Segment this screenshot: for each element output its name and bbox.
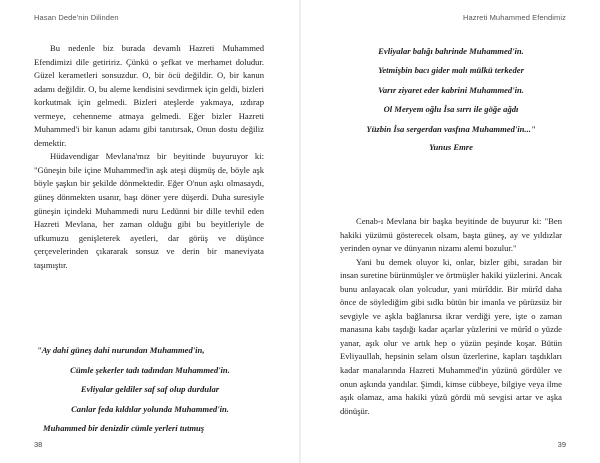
- verse-line: "Ay dahi güneş dahi nurundan Muhammed'in,: [37, 345, 205, 355]
- verse-line: Muhammed bir denizdir cümle yerleri tutmuş: [43, 423, 205, 434]
- verse-line: Varır ziyaret eder kabrini Muhammed'in.: [378, 84, 524, 95]
- page-number: 38: [34, 440, 43, 449]
- running-header: Hazreti Muhammed Efendimiz: [462, 13, 566, 22]
- verse-line: Cümle şekerler tadı tadından Muhammed'in.: [70, 364, 230, 375]
- verse-line: Yetmişbin bacı gider malı mülkü terkeder: [378, 65, 524, 76]
- paragraph: Hüdavendigar Mevlana'mız bir beyitinde buyuruyor ki: "Güneşin bile içine Muhammed'in aşk ateşi düşmüş de, böyle aşk böyle şaşkın bir şekilde dönmektedir. Eğer O'nun aşkı olmasaydı, güneş dönmekten usanır, başı döner yere düşerdi. Duha suresiyle güneşin içindeki Muhammedi nuru Ledünni bir dille tevhil eden Hazreti Mevlana, her zaman olduğu gibi bu beyitleriyle de ufkumuzu genişleterek ayetleri, dar görüş ve düşünce çerçevelerinden çıkararak sonsuz ve derin bir maneviyata taşımıştır.: [34, 151, 264, 270]
- body-text: [340, 215, 562, 418]
- body-text: [34, 42, 264, 272]
- paragraph: Cenab-ı Mevlana bir başka beyitinde de buyurur ki: "Ben hakiki yüzümü gösterecek olsam, başta güneş, ay ve yıldızlar yerinden oynar ve dünyanın nizamı alemi bozulur.": [340, 216, 562, 254]
- running-header: Hasan Dede'nin Dilinden: [34, 13, 119, 22]
- verse-line: Yüzbin İsa sergerdan vasfına Muhammed'in...": [366, 123, 536, 134]
- verse-line: Evliyalar geldiler saf saf olup durdular: [80, 384, 220, 395]
- verse-line: Evliyalar balığı bahrinde Muhammed'in.: [378, 46, 524, 56]
- paragraph: Bu nedenle biz burada devamlı Hazreti Muhammed Efendimizi dile getiririz. Çünkü o şefkat ve merhamet doludur. Güzel kerametleri sonsuzdur. O, bir öcü değildir. O, bir kanun adamı değildir. O, bu aleme kendisini sevdirmek için geldi, bizleri korkutmak için gelmedi. Bizleri ateşlerde yakmaya, ızdırap vermeye, cehenneme atmaya gelmedi. Eğer bizler Hazreti Muhammed'i bir kanun adamı gibi tanıtırsak, Onun dostu değiliz demektir.: [34, 43, 264, 148]
- verse-author: Yunus Emre: [429, 142, 473, 152]
- page-number: 39: [557, 440, 566, 449]
- verse-line: Ol Meryem oğlu İsa sırrı ile göğe ağdı: [383, 104, 519, 115]
- verse-line: Canlar feda kıldılar yolunda Muhammed'in.: [71, 403, 229, 414]
- right-page: [300, 0, 600, 463]
- verse-block: [336, 42, 566, 139]
- paragraph: Yani bu demek oluyor ki, onlar, bizler gibi, sıradan bir insan suretine bürünmüşler ve örtmüşler hakiki yüzlerini. Ancak bunu anlayacak olan yolcudur, yani mürîddir. Bir mürîd daha önce de söylediğim gibi sıdkı bütün bir imanla ve pürüzsüz bir sevgiyle ve aşkla bağlanırsa ikrar verdiği yere, işte o zaman manasına kabı taşdığı kadar açarlar yüzlerini ve mürîd o yüzde yanar, aşık olur ve artık hep o yüzün peşinde koşar. Bütün Evliyaullah, hepsinin selam olsun üzerlerine, kapları taşdıkları kadar manalarında Hazreti Muhammed'in yüzünü gördüler ve onun aşkında yandılar. Şimdi, kimse cübbeye, bilgiye veya ilme aşık olamaz, ama hakiki yüzü gördü mü sevgisi artar ve aşka dönüşür.: [340, 256, 562, 416]
- verse-block: [34, 341, 266, 439]
